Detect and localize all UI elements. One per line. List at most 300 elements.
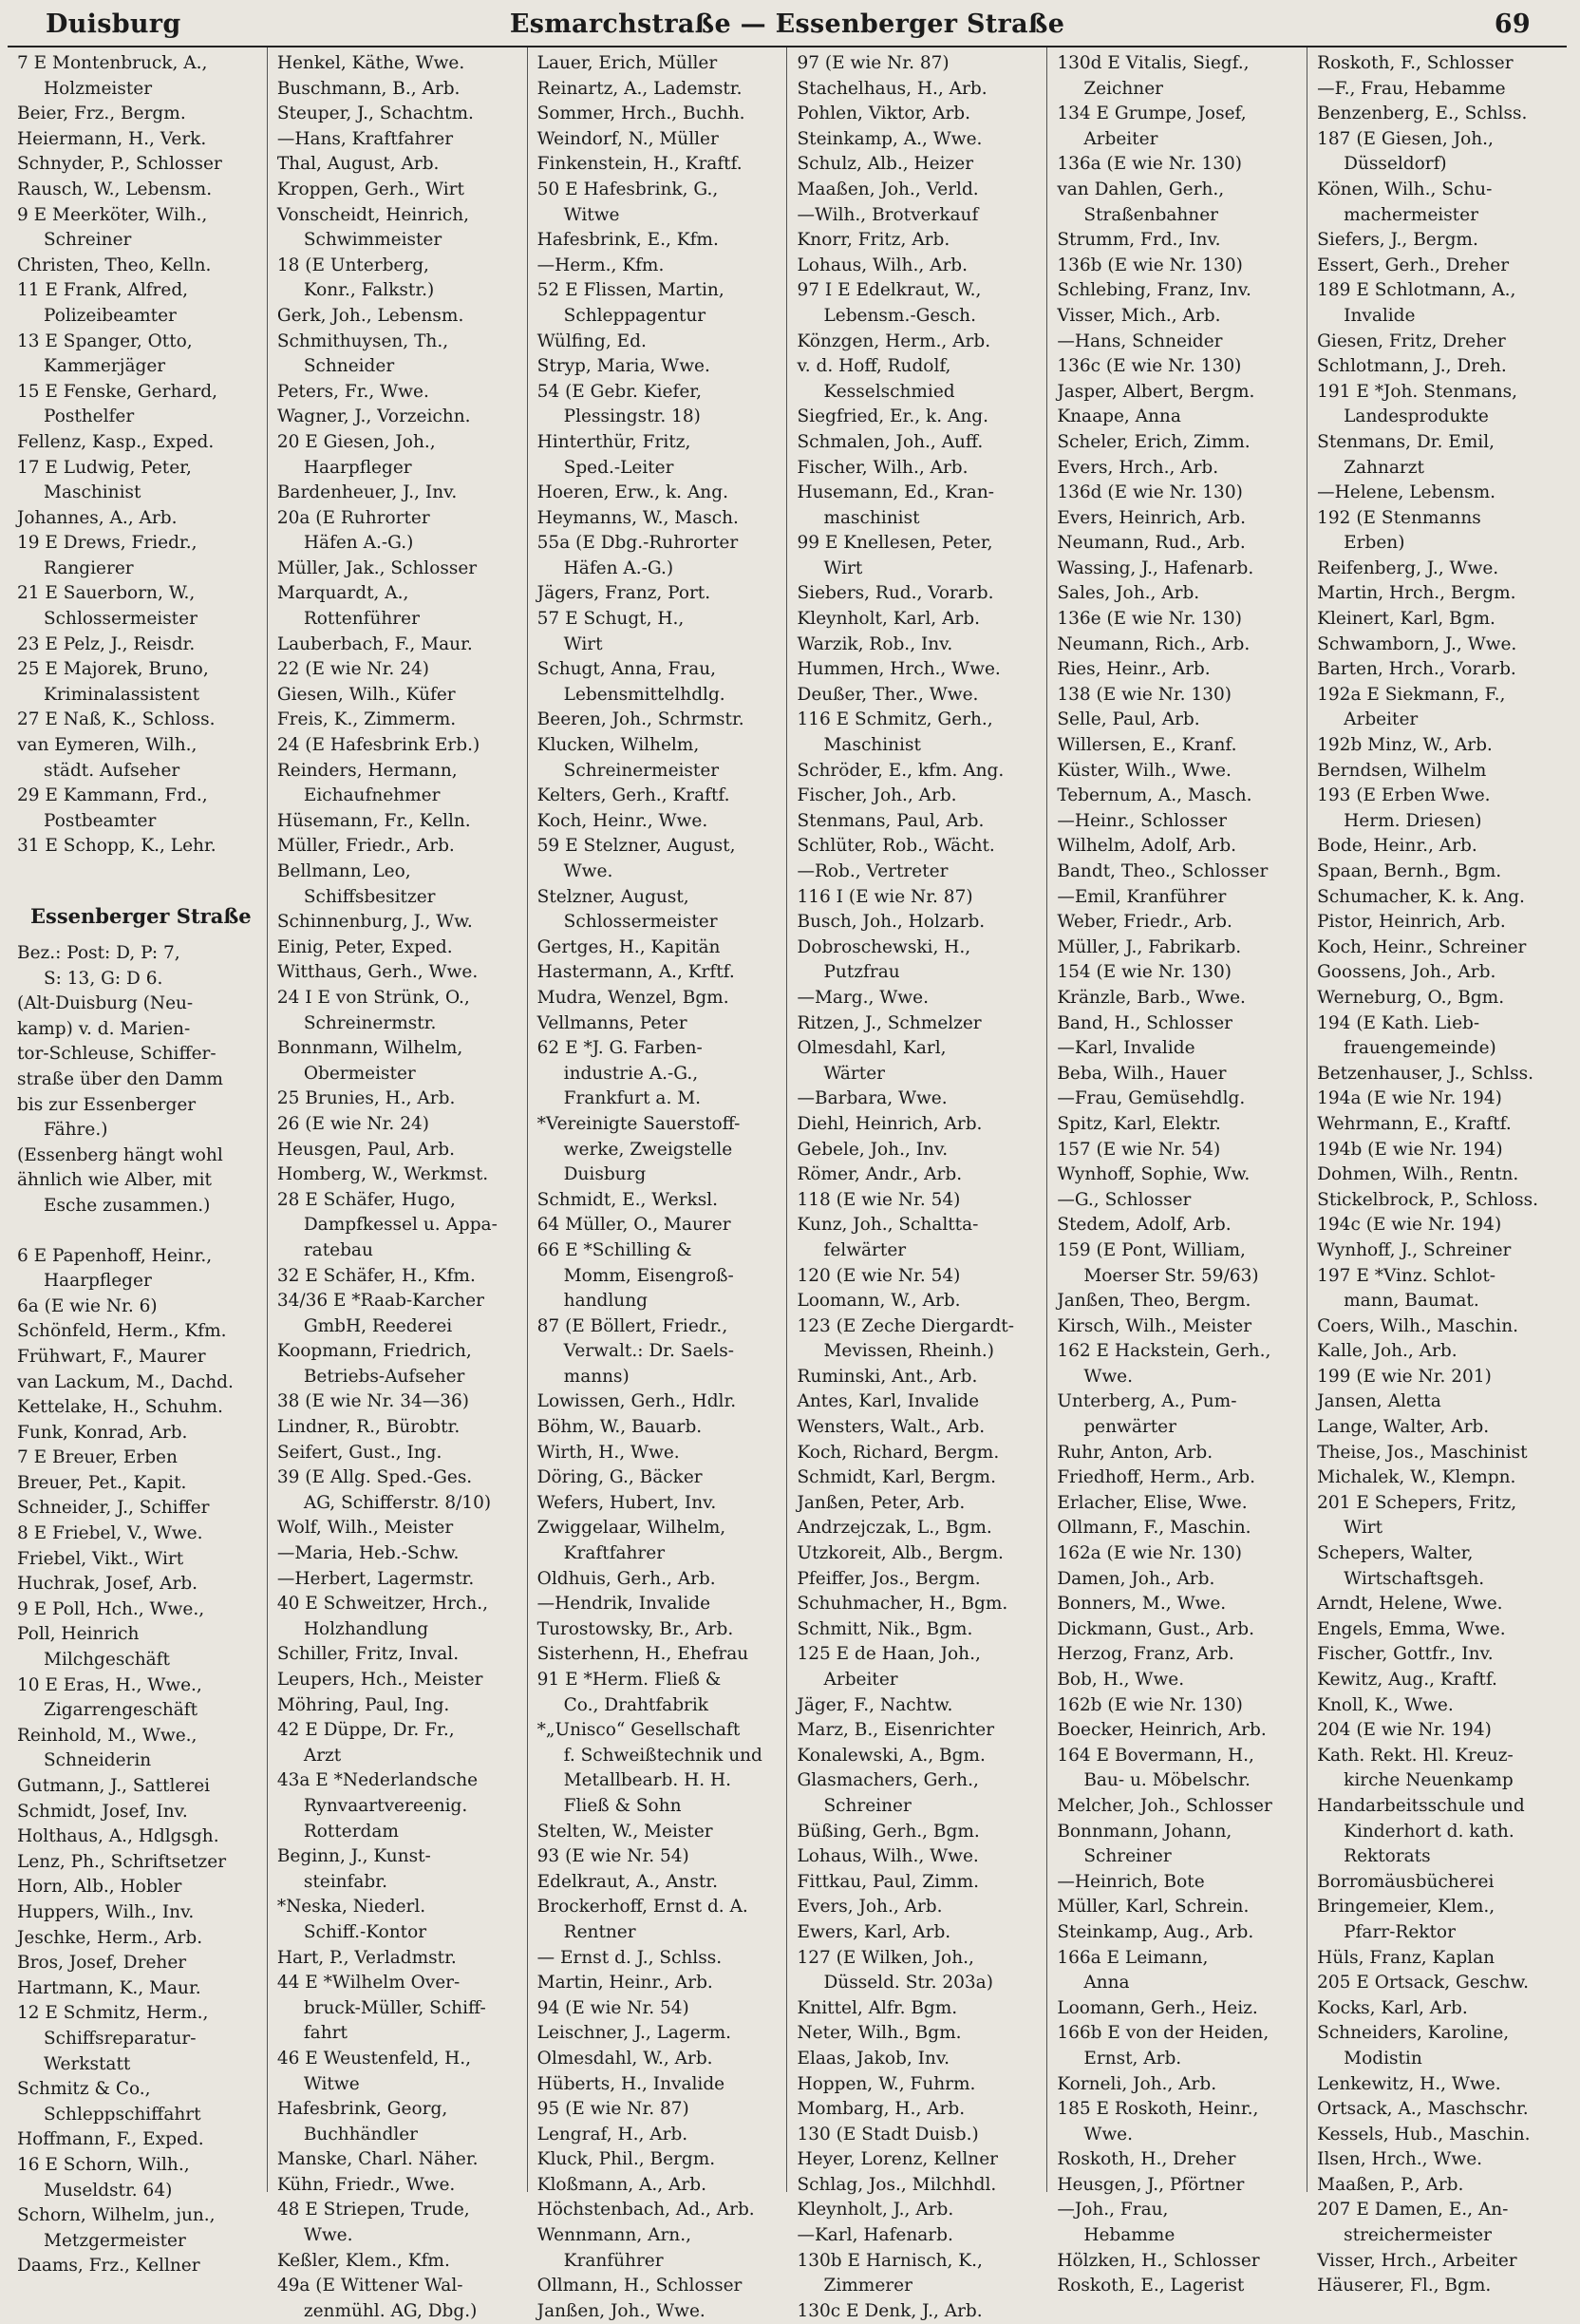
directory-entry-line: Betriebs-Aufseher — [303, 1366, 465, 1387]
directory-entry-line: Friedhoff, Herm., Arb. — [1057, 1467, 1256, 1488]
directory-entry-line: 66 E *Schilling & — [536, 1239, 692, 1260]
directory-entry-line: Pfeiffer, Jos., Bergm. — [797, 1568, 981, 1589]
directory-entry-line: Roskoth, H., Dreher — [1057, 2149, 1236, 2170]
directory-entry-line: Ruminski, Ant., Arb. — [797, 1366, 978, 1387]
directory-entry-line: Vellmanns, Peter — [536, 1012, 687, 1033]
directory-entry-line: Siegfried, Er., k. Ang. — [797, 406, 988, 427]
directory-entry-line: Maschinist — [44, 482, 141, 503]
directory-entry-line: Neter, Wilh., Bgm. — [797, 2023, 962, 2044]
directory-entry-line: Schiffsreparatur- — [44, 2028, 197, 2049]
directory-entry-line: —Helene, Lebensm. — [1317, 482, 1496, 503]
directory-entry-line: Huchrak, Josef, Arb. — [17, 1574, 198, 1595]
directory-entry-line: 159 (E Pont, William, — [1057, 1239, 1246, 1260]
directory-entry-line: Rangierer — [44, 557, 134, 578]
directory-entry-line: (Essenberg hängt wohl — [17, 1144, 223, 1165]
directory-entry-line: Bardenheuer, J., Inv. — [276, 482, 458, 503]
directory-entry-line: Stenmans, Dr. Emil, — [1317, 431, 1495, 452]
directory-entry-line: Ortsack, A., Maschschr. — [1317, 2099, 1529, 2120]
directory-entry-line: 9 E Poll, Hch., Wwe., — [17, 1598, 205, 1619]
directory-entry-line: Handarbeitsschule und — [1317, 1795, 1525, 1816]
directory-entry-line: Breuer, Pet., Kapit. — [17, 1472, 187, 1493]
directory-entry-line: Engels, Emma, Wwe. — [1317, 1618, 1506, 1639]
directory-entry-line: 25 E Majorek, Bruno, — [17, 659, 209, 680]
directory-entry-line: Deußer, Ther., Wwe. — [797, 684, 979, 705]
directory-entry-line: Ernst, Arb. — [1083, 2048, 1182, 2069]
directory-entry-line: Gertges, H., Kapitän — [536, 936, 721, 957]
directory-entry-line: Arbeiter — [1083, 128, 1158, 149]
directory-entry-line: 201 E Schepers, Fritz, — [1317, 1492, 1517, 1513]
directory-entry-line: Schlotmann, J., Dreh. — [1317, 356, 1507, 377]
directory-entry-line: Heusgen, Paul, Arb. — [276, 1139, 455, 1160]
directory-entry-line: bis zur Essenberger — [17, 1094, 197, 1115]
directory-entry-line: Haarpfleger — [44, 1271, 152, 1292]
directory-entry-line: Visser, Hrch., Arbeiter — [1317, 2250, 1517, 2271]
directory-entry-line: Schreiner — [1083, 1846, 1172, 1867]
directory-entry-line: Ollmann, F., Maschin. — [1057, 1518, 1251, 1539]
directory-entry-line: Seifert, Gust., Ing. — [276, 1442, 442, 1463]
directory-entry-line: Schumacher, K. k. Ang. — [1317, 886, 1525, 907]
directory-entry-line: Damen, Joh., Arb. — [1057, 1568, 1215, 1589]
directory-entry-line: 166b E von der Heiden, — [1057, 2023, 1270, 2044]
directory-entry-line: Stachelhaus, H., Arb. — [797, 78, 988, 99]
directory-entry-line: 205 E Ortsack, Geschw. — [1317, 1973, 1530, 1993]
directory-entry-line: Lohaus, Wilh., Arb. — [797, 255, 969, 275]
directory-entry-line: Wirt — [563, 633, 603, 654]
directory-entry-line: Zeichner — [1083, 78, 1164, 99]
directory-entry-line: Henkel, Käthe, Wwe. — [276, 53, 465, 73]
directory-entry-line: Witwe — [303, 2073, 360, 2094]
directory-entry-line: 189 E Schlotmann, A., — [1317, 280, 1516, 301]
directory-entry-line: Janßen, Peter, Arb. — [797, 1492, 966, 1513]
directory-entry-line: Pfarr-Rektor — [1344, 1921, 1456, 1942]
directory-entry-line: Döring, G., Bäcker — [536, 1467, 703, 1488]
directory-entry-line: 194c (E wie Nr. 194) — [1317, 1215, 1502, 1236]
directory-entry-line: Bonnmann, Johann, — [1057, 1821, 1232, 1842]
directory-entry-line: Fittkau, Paul, Zimm. — [797, 1871, 979, 1892]
directory-entry-line: 138 (E wie Nr. 130) — [1057, 684, 1232, 705]
directory-entry-line: Christen, Theo, Kelln. — [17, 255, 212, 275]
directory-entry-line: 20 E Giesen, Joh., — [276, 431, 436, 452]
directory-entry-line: Knoll, K., Wwe. — [1317, 1694, 1454, 1715]
directory-entry-line: —Heinr., Schlosser — [1057, 810, 1227, 831]
directory-entry-line: 55a (E Dbg.-Ruhrorter — [536, 533, 739, 554]
directory-entry-line: felwärter — [823, 1239, 907, 1260]
column-4 — [787, 47, 1047, 2321]
directory-entry-line: Klucken, Wilhelm, — [536, 735, 700, 756]
directory-entry-line: Gerk, Joh., Lebensm. — [276, 305, 464, 326]
directory-entry-line: Heiermann, H., Verk. — [17, 128, 207, 149]
directory-entry-line: Rotterdam — [303, 1821, 399, 1842]
directory-entry-line: Frühwart, F., Maurer — [17, 1346, 206, 1367]
directory-entry-line: Loomann, Gerh., Heiz. — [1057, 1997, 1258, 2018]
directory-entry-line: Könen, Wilh., Schu- — [1317, 179, 1493, 199]
directory-entry-line: 52 E Flissen, Martin, — [536, 280, 724, 301]
directory-entry-line: Mombarg, H., Arb. — [797, 2099, 966, 2120]
directory-entry-line: Giesen, Wilh., Küfer — [276, 684, 456, 705]
directory-entry-line: —Hendrik, Invalide — [536, 1594, 711, 1615]
directory-entry-line: Fellenz, Kasp., Exped. — [17, 431, 215, 452]
directory-entry-line: machermeister — [1344, 204, 1478, 225]
directory-entry-line: Möhring, Paul, Ing. — [276, 1694, 450, 1715]
directory-entry-line: Visser, Mich., Arb. — [1057, 305, 1221, 326]
directory-entry-line: Lebensmittelhdlg. — [563, 684, 725, 705]
directory-entry-line: 46 E Weustenfeld, H., — [276, 2048, 472, 2069]
directory-entry-line: Kranführer — [563, 2250, 664, 2271]
directory-entry-line: Wynhoff, Sophie, Ww. — [1057, 1164, 1251, 1185]
directory-entry-line: Scheler, Erich, Zimm. — [1057, 431, 1251, 452]
directory-entry-line: Küster, Wilh., Wwe. — [1057, 760, 1232, 781]
directory-entry-line: *Neska, Niederl. — [276, 1897, 426, 1918]
directory-entry-line: Schneider, J., Schiffer — [17, 1498, 210, 1519]
directory-entry-line: Pistor, Heinrich, Arb. — [1317, 912, 1506, 933]
directory-entry-line: Elaas, Jakob, Inv. — [797, 2048, 950, 2069]
directory-entry-line: 134 E Grumpe, Josef, — [1057, 104, 1247, 124]
directory-entry-line: Häfen A.-G.) — [303, 533, 414, 554]
directory-entry-line: Schiller, Fritz, Inval. — [276, 1644, 460, 1665]
directory-entry-line: 59 E Stelzner, August, — [536, 836, 736, 857]
directory-entry-line: AG, Schifferstr. 8/10) — [303, 1492, 492, 1513]
directory-entry-line: Eichaufnehmer — [303, 785, 441, 806]
directory-entry-line: Lowissen, Gerh., Hdlr. — [536, 1391, 737, 1412]
directory-entry-line: Wynhoff, J., Schreiner — [1317, 1239, 1512, 1260]
directory-entry-line: Ewers, Karl, Arb. — [797, 1921, 951, 1942]
directory-entry-line: Obermeister — [303, 1063, 416, 1084]
directory-entry-line: Wwe. — [563, 861, 613, 881]
directory-entry-line: Sisterhenn, H., Ehefrau — [536, 1644, 749, 1665]
directory-entry-line: Höchstenbach, Ad., Arb. — [536, 2200, 755, 2220]
directory-entry-line: Essert, Gerh., Dreher — [1317, 255, 1510, 275]
directory-entry-line: Maaßen, Joh., Verld. — [797, 179, 979, 199]
directory-entry-line: Kelters, Gerh., Kraftf. — [536, 785, 730, 806]
directory-entry-line: Häuserer, Fl., Bgm. — [1317, 2276, 1492, 2296]
directory-entry-line: 18 (E Unterberg, — [276, 255, 429, 275]
directory-entry-line: Johannes, A., Arb. — [17, 507, 178, 528]
directory-entry-line: Reinhold, M., Wwe., — [17, 1725, 198, 1746]
directory-entry-line: 39 (E Allg. Sped.-Ges. — [276, 1467, 473, 1488]
directory-entry-line: 34/36 E *Raab-Karcher — [276, 1291, 484, 1312]
header-street-range: Esmarchstraße — Essenberger Straße — [509, 9, 1065, 39]
directory-entry-line: 87 (E Böllert, Friedr., — [536, 1315, 728, 1336]
directory-entry-line: Esche zusammen.) — [44, 1195, 211, 1216]
directory-entry-line: 125 E de Haan, Joh., — [797, 1644, 981, 1665]
directory-entry-line: bruck-Müller, Schiff- — [303, 1997, 486, 2018]
directory-entry-line: kirche Neuenkamp — [1344, 1770, 1514, 1791]
directory-entry-line: Schmidt, Josef, Inv. — [17, 1801, 188, 1822]
directory-entry-line: Spitz, Karl, Elektr. — [1057, 1113, 1221, 1134]
directory-entry-line: Huppers, Wilh., Inv. — [17, 1901, 195, 1922]
directory-entry-line: Martin, Heinr., Arb. — [536, 1973, 713, 1993]
directory-entry-line: 207 E Damen, E., An- — [1317, 2200, 1509, 2220]
directory-entry-line: Kettelake, H., Schuhm. — [17, 1397, 223, 1418]
directory-entry-line: Sped.-Leiter — [563, 457, 674, 478]
directory-entry-line: Wwe. — [1083, 1366, 1133, 1387]
directory-entry-line: Horn, Alb., Hobler — [17, 1877, 182, 1898]
directory-entry-line: Friebel, Vikt., Wirt — [17, 1548, 184, 1569]
directory-entry-line: Stedem, Adolf, Arb. — [1057, 1215, 1232, 1236]
directory-entry-line: Peters, Fr., Wwe. — [276, 381, 429, 402]
directory-entry-line: Fischer, Wilh., Arb. — [797, 457, 969, 478]
directory-entry-line: Erben) — [1344, 533, 1405, 554]
directory-entry-line: Beginn, J., Kunst- — [276, 1846, 431, 1867]
directory-columns — [8, 47, 1567, 2321]
directory-entry-line: Steuper, J., Schachtm. — [276, 104, 474, 124]
directory-entry-line: —G., Schlosser — [1057, 1189, 1192, 1210]
directory-entry-line: 194 (E Kath. Lieb- — [1317, 1012, 1480, 1033]
directory-entry-line: Ollmann, H., Schlosser — [536, 2276, 743, 2296]
directory-entry-line: Mudra, Wenzel, Bgm. — [536, 987, 729, 1008]
directory-entry-line: 118 (E wie Nr. 54) — [797, 1189, 961, 1210]
directory-entry-line: 194a (E wie Nr. 194) — [1317, 1088, 1502, 1109]
directory-entry-line: Wefers, Hubert, Inv. — [536, 1492, 717, 1513]
directory-entry-line: 57 E Schugt, H., — [536, 609, 685, 630]
directory-entry-line: Schinnenburg, J., Ww. — [276, 912, 473, 933]
directory-entry-line: Landesprodukte — [1344, 406, 1489, 427]
directory-entry-line: Schwamborn, J., Wwe. — [1317, 633, 1517, 654]
directory-entry-line: Schreiner — [44, 230, 132, 251]
directory-entry-line: Bringemeier, Klem., — [1317, 1897, 1495, 1918]
directory-entry-line: Schlossermeister — [44, 609, 198, 630]
directory-entry-line: Buschmann, B., Arb. — [276, 78, 461, 99]
directory-entry-line: —Hans, Kraftfahrer — [276, 128, 454, 149]
directory-entry-line: Müller, Karl, Schrein. — [1057, 1897, 1250, 1918]
directory-entry-line: Koch, Richard, Bergm. — [797, 1442, 1000, 1463]
directory-entry-line: Hölzken, H., Schlosser — [1057, 2250, 1260, 2271]
directory-entry-line: 136d (E wie Nr. 130) — [1057, 482, 1243, 503]
directory-entry-line: Duisburg — [563, 1164, 647, 1185]
directory-entry-line: Kleynholt, J., Arb. — [797, 2200, 954, 2220]
directory-entry-line: Holthaus, A., Hdlgsgh. — [17, 1826, 219, 1847]
directory-entry-line: Jasper, Albert, Bergm. — [1057, 381, 1255, 402]
directory-entry-line: Poll, Heinrich — [17, 1624, 140, 1645]
directory-entry-line: 130c E Denk, J., Arb. — [797, 2300, 983, 2321]
directory-entry-line: Bros, Josef, Dreher — [17, 1953, 187, 1974]
directory-entry-line: Wwe. — [303, 2225, 353, 2246]
directory-entry-line: Häfen A.-G.) — [563, 557, 674, 578]
directory-entry-line: streichermeister — [1344, 2225, 1492, 2246]
directory-entry-line: Schmitt, Nik., Bgm. — [797, 1618, 973, 1639]
directory-entry-line: Roskoth, E., Lagerist — [1057, 2276, 1245, 2296]
directory-entry-line: 130 (E Stadt Duisb.) — [797, 2124, 979, 2145]
directory-entry-line: Kraftfahrer — [563, 1543, 666, 1564]
directory-entry-line: Schleppschiffahrt — [44, 2104, 201, 2125]
directory-entry-line: Kammerjäger — [44, 356, 166, 377]
directory-entry-line: Lebensm.-Gesch. — [823, 305, 976, 326]
directory-entry-line: Werneburg, O., Bgm. — [1317, 987, 1505, 1008]
directory-entry-line: Schiff.-Kontor — [303, 1921, 427, 1942]
directory-entry-line: *„Unisco“ Gesellschaft — [536, 1720, 741, 1741]
directory-entry-line: Tebernum, A., Masch. — [1057, 785, 1252, 806]
directory-entry-line: Marz, B., Eisenrichter — [797, 1720, 995, 1741]
directory-entry-line: 27 E Naß, K., Schloss. — [17, 709, 216, 730]
directory-entry-line: Kränzle, Barb., Wwe. — [1057, 987, 1246, 1008]
directory-entry-line: städt. Aufseher — [44, 760, 180, 781]
directory-entry-line: 13 E Spanger, Otto, — [17, 331, 193, 351]
directory-entry-line: Rausch, W., Lebensm. — [17, 179, 213, 199]
directory-entry-line: Arbeiter — [823, 1670, 898, 1690]
directory-entry-line: 204 (E wie Nr. 194) — [1317, 1720, 1492, 1741]
directory-entry-line: Heymanns, W., Masch. — [536, 507, 739, 528]
directory-entry-line: Moerser Str. 59/63) — [1083, 1265, 1259, 1286]
directory-entry-line: 48 E Striepen, Trude, — [276, 2200, 470, 2220]
directory-entry-line: Hinterthür, Fritz, — [536, 431, 691, 452]
directory-entry-line: Utzkoreit, Alb., Bergm. — [797, 1543, 1004, 1564]
directory-entry-line: Zwiggelaar, Wilhelm, — [536, 1518, 726, 1539]
directory-entry-line: Bode, Heinr., Arb. — [1317, 836, 1477, 857]
directory-entry-line: Polizeibeamter — [44, 305, 177, 326]
directory-entry-line: 9 E Meerköter, Wilh., — [17, 204, 208, 225]
directory-entry-line: Stelzner, August, — [536, 886, 689, 907]
directory-entry-line: Hoppen, W., Fuhrm. — [797, 2073, 976, 2094]
directory-entry-line: 6a (E wie Nr. 6) — [17, 1295, 158, 1316]
directory-entry-line: 157 (E wie Nr. 54) — [1057, 1139, 1221, 1160]
directory-entry-line: industrie A.-G., — [563, 1063, 699, 1084]
directory-entry-line: 21 E Sauerborn, W., — [17, 583, 196, 604]
directory-entry-line: Willersen, E., Kranf. — [1057, 735, 1237, 756]
directory-entry-line: Dickmann, Gust., Arb. — [1057, 1618, 1254, 1639]
directory-entry-line: Bob, H., Wwe. — [1057, 1670, 1185, 1690]
directory-entry-line: Sommer, Hrch., Buchh. — [536, 104, 745, 124]
directory-entry-line: Schugt, Anna, Frau, — [536, 659, 717, 680]
directory-entry-line: Arbeiter — [1344, 709, 1419, 730]
directory-entry-line: 192 (E Stenmanns — [1317, 507, 1481, 528]
directory-entry-line: 194b (E wie Nr. 194) — [1317, 1139, 1503, 1160]
directory-entry-line: Heusgen, J., Pförtner — [1057, 2174, 1245, 2195]
directory-entry-line: Fischer, Joh., Arb. — [797, 785, 957, 806]
directory-entry-line: Schorn, Wilhelm, jun., — [17, 2205, 216, 2226]
directory-entry-line: Goossens, Joh., Arb. — [1317, 962, 1496, 983]
directory-entry-line: Schiffsbesitzer — [303, 886, 436, 907]
directory-entry-line: Knorr, Fritz, Arb. — [797, 230, 950, 251]
directory-entry-line: Ruhr, Anton, Arb. — [1057, 1442, 1213, 1463]
directory-entry-line: 94 (E wie Nr. 54) — [536, 1997, 689, 2018]
directory-entry-line: Wirth, H., Wwe. — [536, 1442, 680, 1463]
directory-entry-line: Plessingstr. 18) — [563, 406, 701, 427]
directory-entry-line: van Dahlen, Gerh., — [1057, 179, 1225, 199]
directory-entry-line: Lohaus, Wilh., Wwe. — [797, 1846, 979, 1867]
directory-entry-line: Theise, Jos., Maschinist — [1317, 1442, 1528, 1463]
directory-entry-line: Lengraf, H., Arb. — [536, 2124, 688, 2145]
directory-entry-line: Ries, Heinr., Arb. — [1057, 659, 1211, 680]
directory-entry-line: Co., Drahtfabrik — [563, 1694, 709, 1715]
directory-entry-line: —F., Frau, Hebamme — [1317, 78, 1506, 99]
directory-entry-line: Wehrmann, E., Kraftf. — [1317, 1113, 1512, 1134]
directory-entry-line: straße über den Damm — [17, 1068, 223, 1089]
directory-entry-line: Wirt — [823, 557, 863, 578]
directory-entry-line: 7 E Montenbruck, A., — [17, 53, 208, 73]
directory-entry-line: Schnyder, P., Schlosser — [17, 154, 222, 175]
directory-entry-line: manns) — [563, 1366, 630, 1387]
directory-entry-line: Melcher, Joh., Schlosser — [1057, 1795, 1272, 1816]
directory-entry-line: 24 (E Hafesbrink Erb.) — [276, 735, 480, 756]
directory-entry-line: Betzenhauser, J., Schlss. — [1317, 1063, 1533, 1084]
directory-entry-line: 97 (E wie Nr. 87) — [797, 53, 950, 73]
directory-entry-line: Hoffmann, F., Exped. — [17, 2129, 204, 2150]
directory-entry-line: 28 E Schäfer, Hugo, — [276, 1189, 456, 1210]
directory-entry-line: Arzt — [303, 1745, 342, 1766]
directory-entry-line: Roskoth, F., Schlosser — [1317, 53, 1514, 73]
directory-entry-line: Buchhändler — [303, 2124, 419, 2145]
directory-entry-line: 99 E Knellesen, Peter, — [797, 533, 993, 554]
directory-entry-line: Müller, Friedr., Arb. — [276, 836, 455, 857]
directory-entry-line: 44 E *Wilhelm Over- — [276, 1973, 461, 1993]
directory-entry-line: Dampfkessel u. Appa- — [303, 1215, 498, 1236]
directory-entry-line: 12 E Schmitz, Herm., — [17, 2003, 209, 2024]
directory-entry-line: Reifenberg, J., Wwe. — [1317, 557, 1499, 578]
directory-entry-line: Könzgen, Herm., Arb. — [797, 331, 991, 351]
directory-entry-line: Brockerhoff, Ernst d. A. — [536, 1897, 748, 1918]
directory-entry-line: 162 E Hackstein, Gerh., — [1057, 1341, 1271, 1362]
directory-entry-line: Siebers, Rud., Vorarb. — [797, 583, 994, 604]
directory-entry-line: Borromäusbücherei — [1317, 1871, 1495, 1892]
directory-entry-line: 62 E *J. G. Farben- — [536, 1038, 703, 1059]
directory-entry-line: Schönfeld, Herm., Kfm. — [17, 1321, 227, 1342]
directory-entry-line: 25 Brunies, H., Arb. — [276, 1088, 456, 1109]
header-city: Duisburg — [46, 9, 181, 39]
directory-entry-line: Unterberg, A., Pum- — [1057, 1391, 1237, 1412]
directory-entry-line: Lange, Walter, Arb. — [1317, 1417, 1490, 1438]
directory-entry-line: 38 (E wie Nr. 34—36) — [276, 1391, 469, 1412]
directory-entry-line: Museldstr. 64) — [44, 2180, 173, 2201]
directory-entry-line: 162a (E wie Nr. 130) — [1057, 1543, 1243, 1564]
directory-entry-line: Kleinert, Karl, Bgm. — [1317, 609, 1495, 630]
directory-entry-line: —Wilh., Brotverkauf — [797, 204, 979, 225]
directory-entry-line: Daams, Frz., Kellner — [17, 2256, 200, 2277]
directory-entry-line: 50 E Hafesbrink, G., — [536, 179, 719, 199]
spacer — [17, 1219, 263, 1244]
directory-entry-line: Hebamme — [1083, 2225, 1176, 2246]
directory-entry-line: 19 E Drews, Friedr., — [17, 533, 198, 554]
directory-entry-line: Kinderhort d. kath. — [1344, 1821, 1514, 1842]
column-2 — [268, 47, 528, 2321]
directory-entry-line: Finkenstein, H., Kraftf. — [536, 154, 743, 175]
spacer — [17, 860, 263, 884]
directory-entry-line: Schmidt, E., Werksl. — [536, 1189, 719, 1210]
directory-entry-line: ratebau — [303, 1239, 373, 1260]
directory-entry-line: Jeschke, Herm., Arb. — [17, 1927, 203, 1948]
directory-entry-line: 16 E Schorn, Wilh., — [17, 2154, 190, 2175]
directory-entry-line: Maschinist — [823, 735, 921, 756]
directory-entry-line: Korneli, Joh., Arb. — [1057, 2073, 1217, 2094]
directory-entry-line: zenmühl. AG, Dbg.) — [303, 2300, 478, 2321]
directory-entry-line: Neumann, Rud., Arb. — [1057, 533, 1246, 554]
directory-entry-line: *Vereinigte Sauerstoff- — [536, 1113, 741, 1134]
directory-entry-line: Kath. Rekt. Hl. Kreuz- — [1317, 1745, 1514, 1766]
directory-entry-line: Hart, P., Verladmstr. — [276, 1947, 457, 1968]
directory-entry-line: Olmesdahl, W., Arb. — [536, 2048, 713, 2069]
directory-entry-line: 120 (E wie Nr. 54) — [797, 1265, 961, 1286]
directory-entry-line: Bau- u. Möbelschr. — [1083, 1770, 1251, 1791]
column-5 — [1047, 47, 1307, 2296]
directory-entry-line: Haarpfleger — [303, 457, 412, 478]
directory-entry-line: 136c (E wie Nr. 130) — [1057, 356, 1242, 377]
directory-entry-line: Heyer, Lorenz, Kellner — [797, 2149, 998, 2170]
directory-entry-line: 42 E Düppe, Dr. Fr., — [276, 1720, 455, 1741]
directory-entry-line: Funk, Konrad, Arb. — [17, 1422, 188, 1443]
directory-entry-line: 10 E Eras, H., Wwe., — [17, 1674, 202, 1695]
directory-entry-line: Rottenführer — [303, 609, 420, 630]
directory-entry-line: Schmalen, Joh., Auff. — [797, 431, 984, 452]
directory-entry-line: Modistin — [1344, 2048, 1422, 2069]
directory-entry-line: —Joh., Frau, — [1057, 2200, 1169, 2220]
directory-entry-line: 136a (E wie Nr. 130) — [1057, 154, 1243, 175]
directory-entry-line: van Lackum, M., Dachd. — [17, 1371, 234, 1392]
directory-entry-line: Kewitz, Aug., Kraftf. — [1317, 1670, 1497, 1690]
directory-entry-line: Kesselschmied — [823, 381, 955, 402]
directory-entry-line: 22 (E wie Nr. 24) — [276, 659, 429, 680]
directory-entry-line: Spaan, Bernh., Bgm. — [1317, 861, 1502, 881]
directory-entry-line: Fischer, Gottfr., Inv. — [1317, 1644, 1494, 1665]
directory-entry-line: Wennmann, Arn., — [536, 2225, 691, 2246]
